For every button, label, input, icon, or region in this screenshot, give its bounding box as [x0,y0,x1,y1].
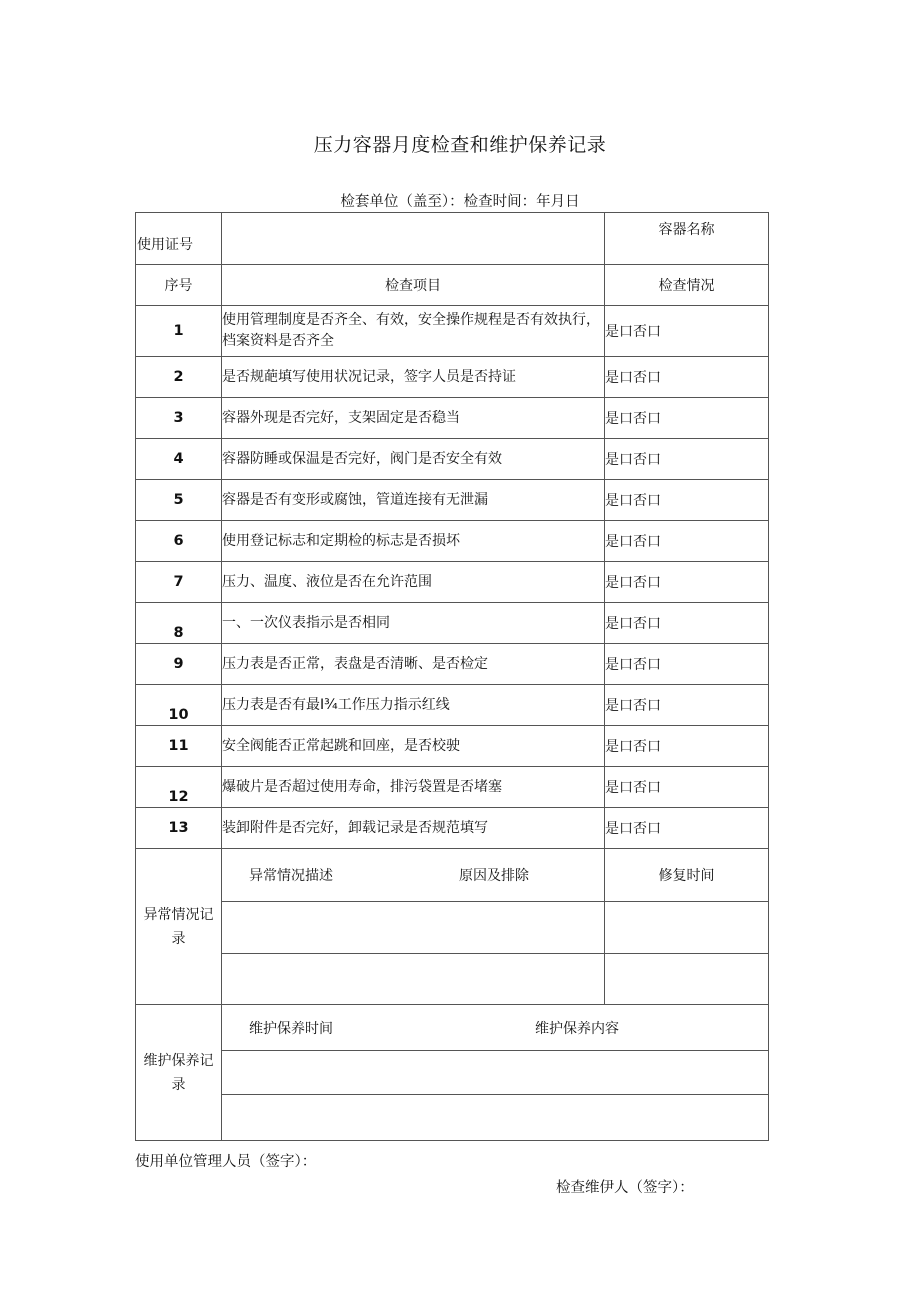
row-status-checkbox[interactable]: 是口否口 [605,398,769,439]
row-item: 安全阀能否正常起跳和回座，是否校驶 [222,726,605,767]
row-status-checkbox[interactable]: 是口否口 [605,562,769,603]
table-row [136,521,769,562]
maintenance-col-headers [222,1005,769,1051]
table-row [136,562,769,603]
row-number: 9 [136,644,222,685]
table-row [136,726,769,767]
row-item: 一、一次仪表指示是否相同 [222,603,605,644]
page-title: 压力容器月度检查和维护保养记录 [313,134,607,156]
table-row [136,808,769,849]
row-status-checkbox[interactable]: 是口否口 [605,521,769,562]
row-number: 5 [136,480,222,521]
abnormal-entry-time[interactable] [605,902,769,954]
row-status-checkbox[interactable]: 是口否口 [605,480,769,521]
abnormal-col-headers [222,849,605,902]
table-row [136,603,769,644]
row-item: 压力表是否正常，表盘是否清晰、是否检定 [222,644,605,685]
abnormal-entry-row [136,954,769,1005]
vessel-name-label: 容器名称 [605,213,769,265]
row-item: 使用登记标志和定期检的标志是否损坏 [222,521,605,562]
col-header-item: 检查项目 [222,265,605,306]
row-number: 6 [136,521,222,562]
row-number: 1 [136,306,222,357]
row-item: 是否规葩填写使用状况记录，签字人员是否持证 [222,357,605,398]
row-number: 8 [136,603,222,644]
maintenance-header-row [136,1005,769,1051]
abnormal-entry-time[interactable] [605,954,769,1005]
row-number: 13 [136,808,222,849]
row-item: 使用管理制度是否齐全、有效，安全操作规程是否有效执行，档案资料是否齐全 [222,306,605,357]
maintenance-section-label-text: 维护保养记录 [143,1052,214,1093]
inspection-record-table [135,212,769,1141]
row-status-checkbox[interactable]: 是口否口 [605,603,769,644]
row-status-checkbox[interactable]: 是口否口 [605,767,769,808]
row-status-checkbox[interactable]: 是口否口 [605,726,769,767]
row-number: 11 [136,726,222,767]
table-row [136,439,769,480]
abnormal-entry-desc[interactable] [222,954,605,1005]
abnormal-section-label-text: 异常情况记录 [143,906,214,947]
row-number: 4 [136,439,222,480]
row-status-checkbox[interactable]: 是口否口 [605,357,769,398]
row-number: 12 [136,767,222,808]
maintenance-time-header: 维护保养时间 [249,1020,333,1037]
abnormal-header-row [136,849,769,902]
row-status-checkbox[interactable]: 是口否口 [605,306,769,357]
row-number: 7 [136,562,222,603]
abnormal-repair-time-header: 修复时间 [605,849,769,902]
maintenance-content-header: 维护保养内容 [535,1020,619,1037]
row-number: 2 [136,357,222,398]
table-row [136,644,769,685]
abnormal-entry-row [136,902,769,954]
col-header-seq: 序号 [136,265,222,306]
row-item: 压力、温度、液位是否在允许范围 [222,562,605,603]
table-row [136,685,769,726]
row-status-checkbox[interactable]: 是口否口 [605,808,769,849]
row-status-checkbox[interactable]: 是口否口 [605,439,769,480]
abnormal-desc-header: 异常情况描述 [249,868,333,884]
abnormal-entry-desc[interactable] [222,902,605,954]
table-row [136,398,769,439]
inspection-unit-time-line: 检套单位（盖至）：检查时间：年月日 [340,194,580,210]
manager-signature-label: 使用单位管理人员（签字）： [135,1154,317,1170]
abnormal-section-label [136,849,222,1005]
row-number: 3 [136,398,222,439]
table-row [136,767,769,808]
row-item: 压力表是否有最I¾工作压力指示红线 [222,685,605,726]
row-item: 容器是否有变形或腐蚀，管道连接有无泄漏 [222,480,605,521]
table-row [136,480,769,521]
inspector-signature-label: 检查维伊人（签字）： [556,1180,694,1196]
table-row [136,306,769,357]
abnormal-cause-header: 原因及排除 [459,868,529,884]
cert-row [136,213,769,265]
column-header-row [136,265,769,306]
maintenance-entry-row [136,1051,769,1095]
row-status-checkbox[interactable]: 是口否口 [605,644,769,685]
maintenance-entry[interactable] [222,1095,769,1141]
row-item: 容器外现是否完好，支架固定是否稳当 [222,398,605,439]
row-item: 装卸附件是否完好，卸载记录是否规范填写 [222,808,605,849]
maintenance-entry[interactable] [222,1051,769,1095]
cert-label: 使用证号 [136,213,222,265]
row-item: 容器防睡或保温是否完好，阀门是否安全有效 [222,439,605,480]
table-row [136,357,769,398]
maintenance-section-label [136,1005,222,1141]
row-number: 10 [136,685,222,726]
row-item: 爆破片是否超过使用寿命，排污袋置是否堵塞 [222,767,605,808]
row-status-checkbox[interactable]: 是口否口 [605,685,769,726]
maintenance-entry-row [136,1095,769,1141]
cert-value[interactable] [222,213,605,265]
col-header-status: 检查情况 [605,265,769,306]
